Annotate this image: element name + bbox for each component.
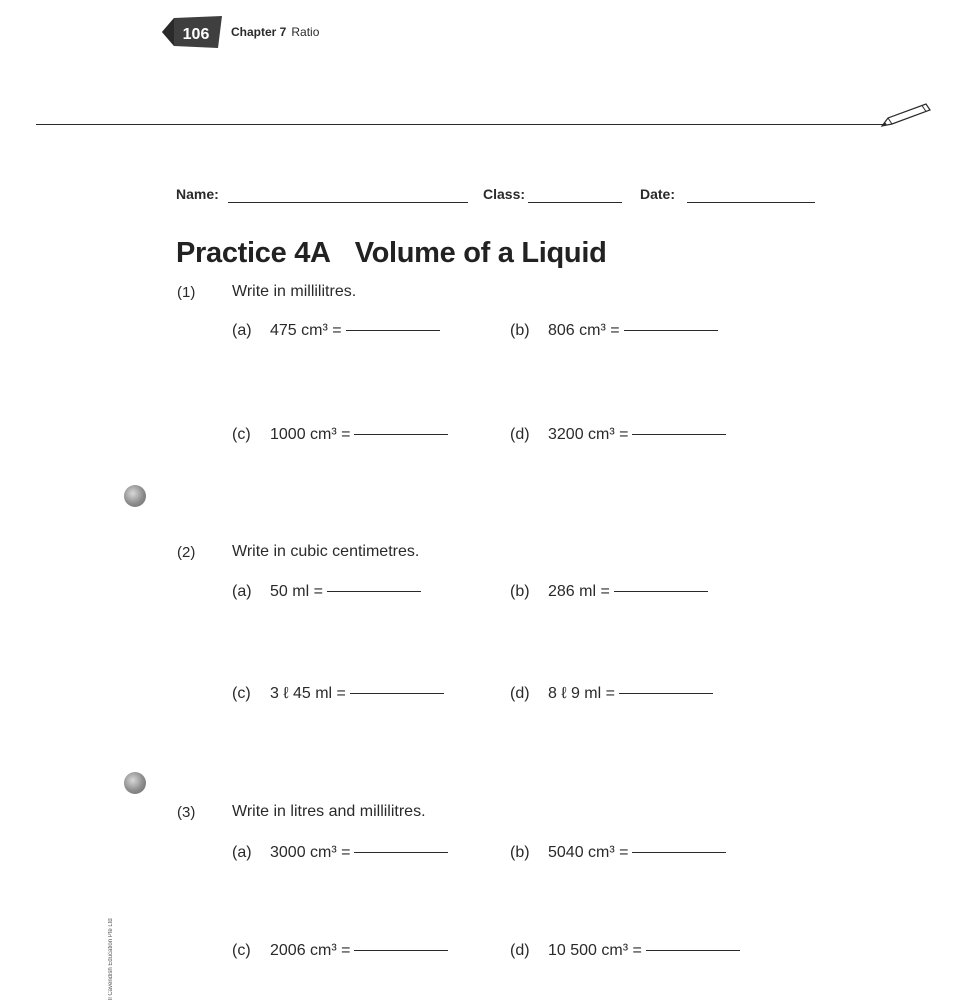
question-instruction: Write in litres and millilitres. (232, 803, 426, 820)
name-field[interactable] (228, 202, 468, 203)
question-number: (2) (177, 544, 196, 561)
question-item (510, 322, 718, 340)
item-expression: 475 cm³ = (270, 322, 342, 339)
answer-line[interactable] (354, 852, 448, 853)
item-label: (a) (232, 844, 252, 861)
item-label: (a) (232, 322, 252, 339)
item-label: (b) (510, 844, 530, 861)
answer-line[interactable] (632, 434, 726, 435)
answer-line[interactable] (614, 591, 708, 592)
item-label: (b) (510, 583, 530, 600)
question-item (232, 426, 448, 444)
item-expression: 3200 cm³ = (548, 426, 629, 443)
item-expression: 286 ml = (548, 583, 610, 600)
binder-hole-icon (124, 772, 146, 794)
answer-line[interactable] (354, 434, 448, 435)
item-label: (d) (510, 942, 530, 959)
item-expression: 3000 cm³ = (270, 844, 351, 861)
answer-line[interactable] (354, 950, 448, 951)
question-item (510, 942, 740, 960)
item-expression: 5040 cm³ = (548, 844, 629, 861)
class-field[interactable] (528, 202, 622, 203)
class-label: Class: (483, 186, 526, 202)
pencil-icon (878, 100, 932, 130)
question-item (232, 583, 421, 601)
header-rule (36, 124, 886, 125)
item-expression: 3 ℓ 45 ml = (270, 685, 346, 702)
item-label: (d) (510, 685, 530, 702)
practice-label: Practice 4A (176, 237, 331, 269)
answer-line[interactable] (327, 591, 421, 592)
item-expression: 2006 cm³ = (270, 942, 351, 959)
item-expression: 1000 cm³ = (270, 426, 351, 443)
question-item (232, 844, 448, 862)
item-expression: 8 ℓ 9 ml = (548, 685, 615, 702)
question-item (510, 685, 713, 703)
question-instruction: Write in cubic centimetres. (232, 543, 420, 560)
question-number: (3) (177, 804, 196, 821)
answer-line[interactable] (632, 852, 726, 853)
answer-line[interactable] (619, 693, 713, 694)
item-label: (c) (232, 685, 251, 702)
question-instruction: Write in millilitres. (232, 283, 357, 300)
copyright-notice (108, 905, 122, 1000)
item-expression: 806 cm³ = (548, 322, 620, 339)
answer-line[interactable] (646, 950, 740, 951)
chapter-title: Ratio (291, 25, 320, 39)
chapter-label: Chapter 7 (231, 25, 287, 39)
question-number: (1) (177, 284, 196, 301)
item-expression: 50 ml = (270, 583, 323, 600)
item-label: (c) (232, 426, 251, 443)
chapter-heading (231, 25, 319, 39)
question-item (510, 583, 708, 601)
question-item (510, 844, 726, 862)
question-item (232, 942, 448, 960)
item-label: (c) (232, 942, 251, 959)
question-item (510, 426, 726, 444)
item-label: (a) (232, 583, 252, 600)
item-label: (d) (510, 426, 530, 443)
page-number-badge (160, 14, 224, 50)
answer-line[interactable] (346, 330, 440, 331)
page-number: 106 (182, 26, 210, 43)
item-label: (b) (510, 322, 530, 339)
answer-line[interactable] (624, 330, 718, 331)
practice-topic: Volume of a Liquid (354, 237, 607, 269)
copyright-text: ll Cavendish Education Pte Ltd (108, 918, 114, 1000)
date-label: Date: (640, 186, 676, 202)
name-label: Name: (176, 186, 219, 202)
question-item (232, 685, 444, 703)
binder-hole-icon (124, 485, 146, 507)
item-expression: 10 500 cm³ = (548, 942, 642, 959)
answer-line[interactable] (350, 693, 444, 694)
page-title (176, 237, 607, 270)
question-item (232, 322, 440, 340)
date-field[interactable] (687, 202, 815, 203)
